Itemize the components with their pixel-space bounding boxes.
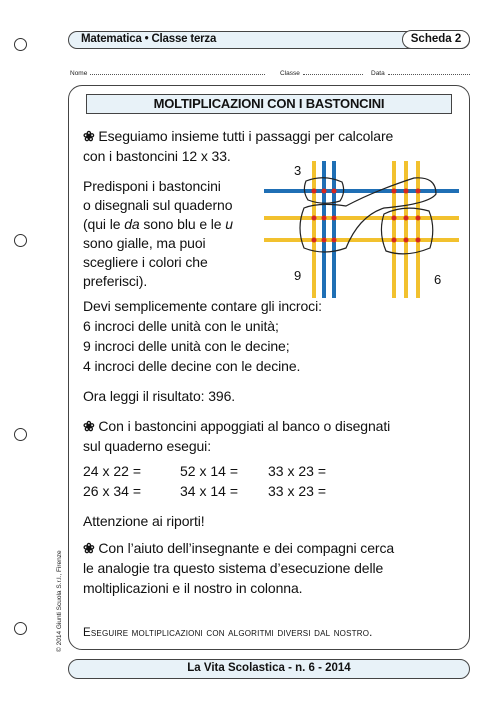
op-1: 24 x 22 = xyxy=(83,463,141,479)
sticks-diagram xyxy=(264,156,464,301)
intro-line-1: ❀ Eseguiamo insieme tutti i passaggi per calcolare xyxy=(83,128,394,144)
classe-field xyxy=(280,68,363,77)
classe-label: Classe xyxy=(280,70,300,77)
intro-line-2: con i bastoncini 12 x 33. xyxy=(83,148,231,164)
objective-text: Eseguire moltiplicazioni con algoritmi diversi dal nostro. xyxy=(83,627,373,639)
esegui-text: ❀ Con i bastoncini appoggiati al banco o disegnati sul quaderno esegui: xyxy=(83,418,391,454)
header-bar xyxy=(68,31,470,49)
op-2: 52 x 14 = xyxy=(180,463,238,479)
nome-label: Nome xyxy=(70,70,88,77)
label-units: 6 xyxy=(434,272,442,287)
scheda-label: Scheda 2 xyxy=(402,30,470,49)
binder-hole-2 xyxy=(14,234,27,247)
predisponi-text: Predisponi i bastoncini o disegnali sul quaderno (qui le da sono blu e le u sono gialle, ma puoi scegliere i colori che preferisci). xyxy=(83,178,233,289)
op-3: 33 x 23 = xyxy=(268,463,326,479)
bullet-icon: ❀ xyxy=(83,128,99,144)
label-mid: 9 xyxy=(294,268,302,283)
data-field xyxy=(371,68,470,77)
binder-hole-3 xyxy=(14,428,27,441)
aiuto-text: ❀ Con l’aiuto dell’insegnante e dei compagni cerca le analogie tra questo sistema d’esecuzione delle moltiplicazioni e il nostro in colonna. xyxy=(83,540,395,596)
bullet-icon: ❀ xyxy=(83,418,99,434)
risultato-text: Ora leggi il risultato: 396. xyxy=(83,388,236,404)
nome-field xyxy=(70,68,265,77)
label-tens: 3 xyxy=(294,163,302,178)
bullet-icon: ❀ xyxy=(83,540,99,556)
op-4: 26 x 34 = xyxy=(83,483,141,499)
binder-hole-4 xyxy=(14,622,27,635)
op-6: 33 x 23 = xyxy=(268,483,326,499)
attenzione-text: Attenzione ai riporti! xyxy=(83,513,205,529)
worksheet-frame xyxy=(68,85,470,650)
op-5: 34 x 14 = xyxy=(180,483,238,499)
header-title: Matematica • Classe terza xyxy=(81,33,217,45)
data-label: Data xyxy=(371,70,385,77)
footer-bar: La Vita Scolastica - n. 6 - 2014 xyxy=(68,659,470,679)
incroci-text: Devi semplicemente contare gli incroci: 6 incroci delle unità con le unità; 9 incroci delle unità con le decine; 4 incroci delle decine con le decine. xyxy=(83,298,322,374)
copyright-text: © 2014 Giunti Scuola S.r.l., Firenze xyxy=(56,550,63,652)
binder-hole-1 xyxy=(14,38,27,51)
worksheet-title: MOLTIPLICAZIONI CON I BASTONCINI xyxy=(86,94,452,114)
